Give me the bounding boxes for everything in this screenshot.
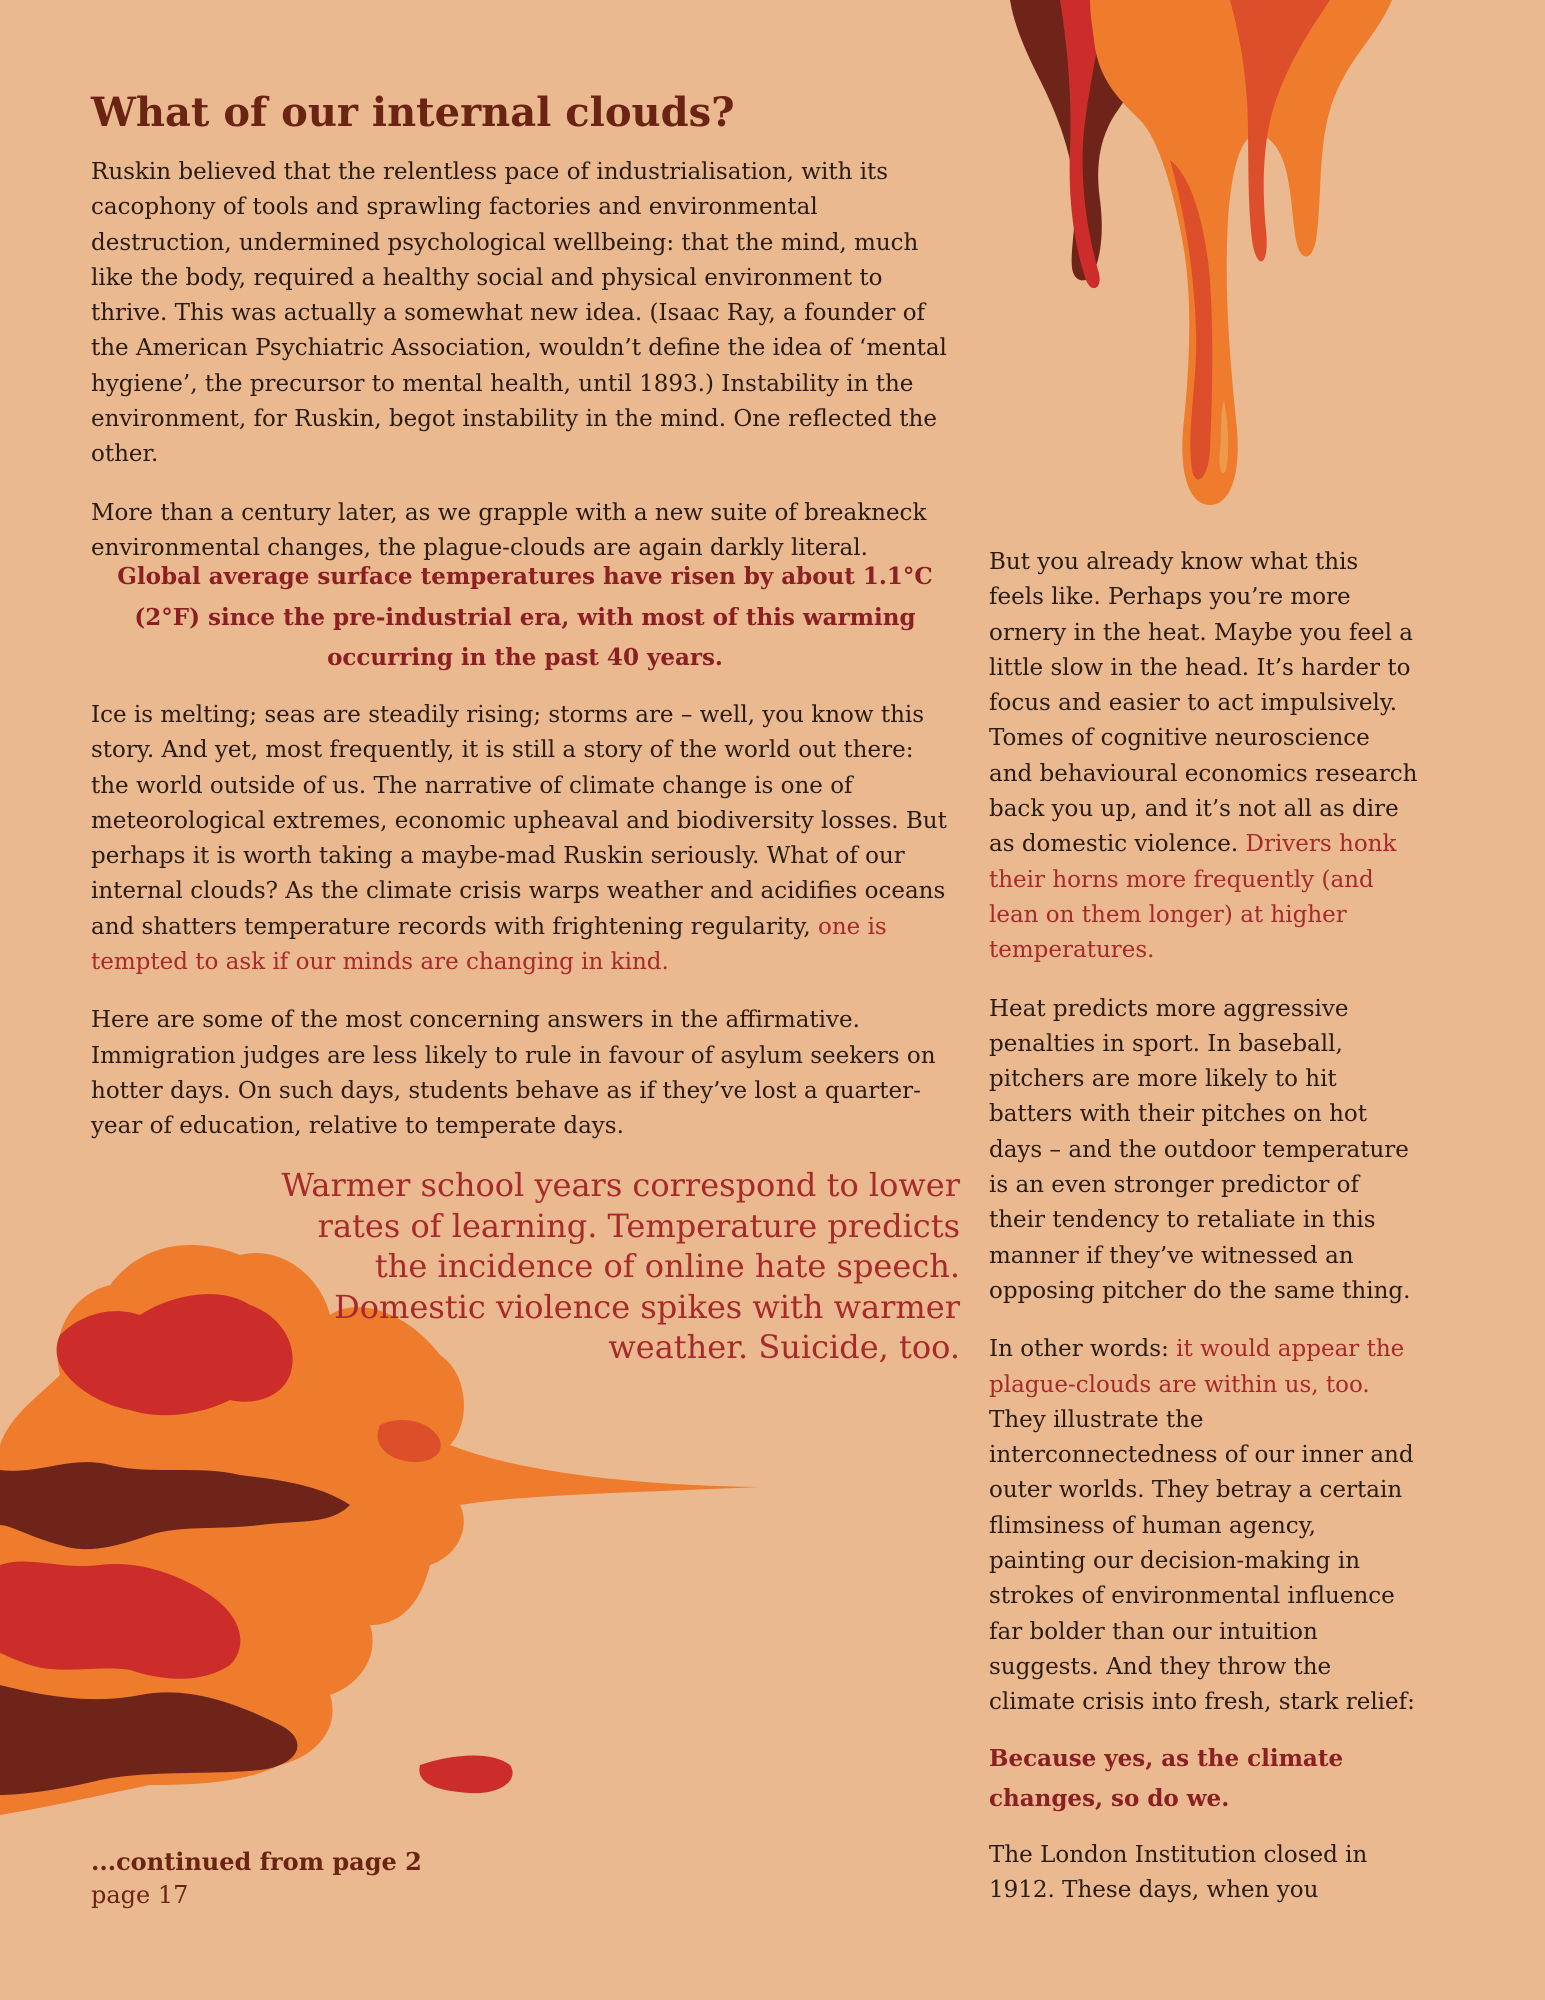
in-other-words-lead: In other words: <box>989 1336 1177 1363</box>
pull-quote-temperatures: Global average surface temperatures have risen by about 1.1°C (2°F) since the pre-industrial era, with most of this warming occurring in the past 40 years. <box>117 563 933 671</box>
paragraph-ice-melting-text: Ice is melting; seas are steadily rising; storms are – well, you know this story. And yet, most frequently, it is still a story of the world out there: the world outside of us. The narrative of climate change is one of meteorological extremes, economic upheaval and biodiversity losses. But perhaps it is worth taking a maybe-mad Ruskin seriously. What of our internal clouds? As the climate crisis warps weather and acidifies oceans and shatters temperature records with frightening regularity, <box>91 702 947 940</box>
paragraph-ice-melting <box>91 698 951 980</box>
paragraph-london-institution: The London Institution closed in 1912. These days, when you <box>989 1841 1368 1903</box>
left-column-intro <box>91 155 951 566</box>
cloud-red-tail <box>419 1756 512 1794</box>
pull-quote-warmer-school-years: Warmer school years correspond to lower rates of learning. Temperature predicts the incidence of online hate speech. Domestic violence spikes with warmer weather. Suicide, too. <box>281 1166 960 1366</box>
paragraph-you-already-know <box>989 545 1419 969</box>
paragraph-century-later: More than a century later, as we grapple with a new suite of breakneck environmental changes, the plague-clouds are again darkly literal. <box>91 499 927 561</box>
page-number: page 17 <box>91 1881 189 1909</box>
paragraph-you-already-know-text: But you already know what this feels like. Perhaps you’re more ornery in the heat. Maybe you feel a little slow in the head. It’s harder to focus and easier to act impulsively. Tomes of cognitive neuroscience and behavioural economics research back you up, and it’s not all as dire as domestic violence. <box>989 549 1418 858</box>
right-column <box>989 545 1419 1908</box>
paragraph-in-other-words <box>989 1332 1419 1720</box>
paragraph-heat-predicts: Heat predicts more aggressive penalties in sport. In baseball, pitchers are more likely to hit batters with their pitches on hot days – and the outdoor temperature is an even stronger predictor of their tendency to retaliate in this manner if they’ve witnessed an opposing pitcher do the same thing. <box>989 995 1411 1304</box>
in-other-words-rest: They illustrate the interconnectedness of our inner and outer worlds. They betray a certain flimsiness of human agency, painting our decision-making in strokes of environmental influence far bolder than our intuition suggests. And they throw the climate crisis into fresh, stark relief: <box>989 1406 1415 1716</box>
callout-climate-changes: Because yes, as the climate changes, so do we. <box>989 1744 1344 1812</box>
section-heading: What of our internal clouds? <box>91 89 735 136</box>
continued-note: ...continued from page 2 <box>91 1847 422 1876</box>
drip-orange-main <box>1090 0 1392 505</box>
paragraph-ruskin: Ruskin believed that the relentless pace of industrialisation, with its cacophony of tools and sprawling factories and environmental destruction, undermined psychological wellbeing: that the mind, much like the body, required a healthy social and physical environment to thrive. This was actually a somewhat new idea. (Isaac Ray, a founder of the American Psychiatric Association, wouldn’t define the idea of ‘mental hygiene’, the precursor to mental health, until 1893.) Instability in the environment, for Ruskin, begot instability in the mind. One reflected the other. <box>91 159 947 468</box>
paragraph-affirmative-answers: Here are some of the most concerning answers in the affirmative. Immigration judges are less likely to rule in favour of asylum seekers on hotter days. On such days, students behave as if they’ve lost a quarter-year of education, relative to temperate days. <box>91 1007 936 1140</box>
highlight-minds-changing: one is tempted to ask if our minds are changing in kind. <box>91 913 887 976</box>
highlight-plague-clouds-within: it would appear the plague-clouds are within us, too. <box>989 1336 1405 1398</box>
left-column-body <box>91 698 951 1145</box>
melting-drip-illustration <box>1000 0 1400 520</box>
highlight-drivers-honk: Drivers honk their horns more frequently (and lean on them longer) at higher temperatures. <box>989 831 1397 964</box>
